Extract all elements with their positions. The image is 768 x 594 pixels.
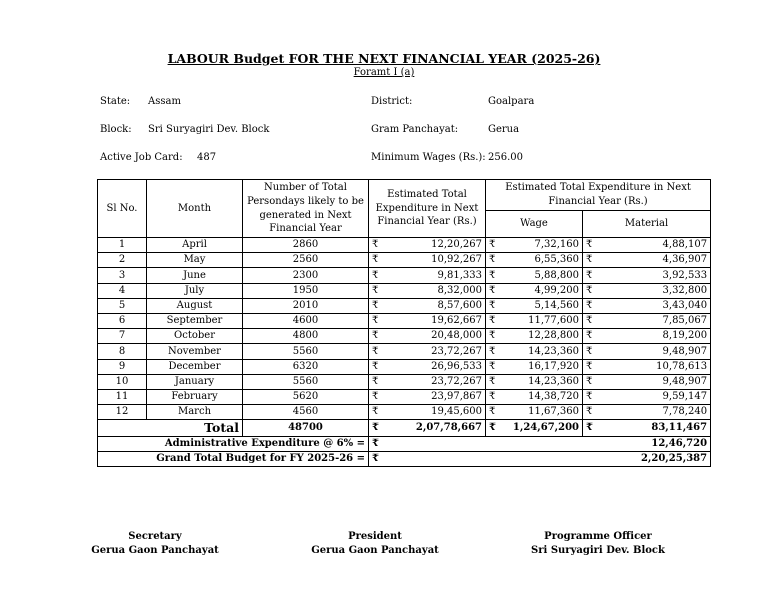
sl-cell: 5 [98,298,147,313]
material-cell: 10,78,613 [595,359,711,374]
total-cell: 12,20,267 [381,238,486,253]
header-month: Month [147,180,243,238]
month-cell: November [147,344,243,359]
total-cell: 8,57,600 [381,298,486,313]
district-value: Goalpara [488,96,535,107]
rupee-icon: ₹ [583,238,595,253]
material-cell: 8,19,200 [595,329,711,344]
table-row [98,253,711,268]
total-material: 83,11,467 [595,420,711,437]
sl-cell: 9 [98,359,147,374]
persondays-cell: 1950 [243,283,369,298]
wage-cell: 7,32,160 [498,238,583,253]
rupee-icon: ₹ [583,405,595,420]
sl-cell: 12 [98,405,147,420]
month-cell: December [147,359,243,374]
material-cell: 4,36,907 [595,253,711,268]
table-row [98,389,711,404]
rupee-icon: ₹ [486,389,498,404]
persondays-cell: 2560 [243,253,369,268]
rupee-icon: ₹ [486,405,498,420]
total-wage: 1,24,67,200 [498,420,583,437]
grand-total-label: Grand Total Budget for FY 2025-26 = [98,452,369,467]
sl-cell: 4 [98,283,147,298]
header-persondays: Number of Total Persondays likely to be generated in Next Financial Year [243,180,369,238]
total-expenditure: 2,07,78,667 [381,420,486,437]
table-row [98,268,711,283]
rupee-icon: ₹ [369,253,381,268]
grand-total-row [98,452,711,467]
page-title: LABOUR Budget FOR THE NEXT FINANCIAL YEAR (2025-26) [167,51,601,66]
rupee-icon: ₹ [486,344,498,359]
table-row [98,329,711,344]
total-cell: 23,97,867 [381,389,486,404]
signature-title: Programme Officer [544,531,652,542]
rupee-icon: ₹ [583,313,595,328]
material-cell: 7,85,067 [595,313,711,328]
total-cell: 26,96,533 [381,359,486,374]
sl-cell: 11 [98,389,147,404]
admin-expenditure-label: Administrative Expenditure @ 6% = [98,437,369,452]
rupee-icon: ₹ [583,298,595,313]
state-value: Assam [148,96,181,107]
material-cell: 9,48,907 [595,374,711,389]
admin-expenditure-row [98,437,711,452]
sl-cell: 10 [98,374,147,389]
rupee-icon: ₹ [369,344,381,359]
admin-expenditure-value: 12,46,720 [381,437,711,452]
rupee-icon: ₹ [583,374,595,389]
rupee-icon: ₹ [583,344,595,359]
material-cell: 3,92,533 [595,268,711,283]
rupee-icon: ₹ [486,298,498,313]
grand-total-value: 2,20,25,387 [381,452,711,467]
wage-cell: 14,38,720 [498,389,583,404]
header-estimated-total: Estimated Total Expenditure in Next Financial Year (Rs.) [369,180,486,238]
rupee-icon: ₹ [369,359,381,374]
rupee-icon: ₹ [486,374,498,389]
total-label: Total [98,420,243,437]
signature-org: Gerua Gaon Panchayat [311,545,439,556]
signature-org: Gerua Gaon Panchayat [91,545,219,556]
wage-cell: 11,77,600 [498,313,583,328]
table-row [98,313,711,328]
month-cell: October [147,329,243,344]
block-label: Block: [100,124,132,135]
total-row [98,420,711,437]
table-row [98,405,711,420]
rupee-icon: ₹ [583,253,595,268]
month-cell: April [147,238,243,253]
month-cell: February [147,389,243,404]
table-row [98,283,711,298]
signature-secretary [67,530,243,558]
total-cell: 8,32,000 [381,283,486,298]
rupee-icon: ₹ [486,313,498,328]
persondays-cell: 2300 [243,268,369,283]
month-cell: May [147,253,243,268]
material-cell: 9,59,147 [595,389,711,404]
table-row [98,238,711,253]
month-cell: January [147,374,243,389]
signature-president [287,530,463,558]
wage-cell: 6,55,360 [498,253,583,268]
min-wage-label: Minimum Wages (Rs.): [371,152,486,163]
wage-cell: 11,67,360 [498,405,583,420]
rupee-icon: ₹ [486,238,498,253]
header-material: Material [583,211,711,238]
wage-cell: 12,28,800 [498,329,583,344]
material-cell: 7,78,240 [595,405,711,420]
persondays-cell: 5620 [243,389,369,404]
sl-cell: 2 [98,253,147,268]
total-persondays: 48700 [243,420,369,437]
total-cell: 20,48,000 [381,329,486,344]
table-row [98,359,711,374]
table-row [98,298,711,313]
rupee-icon: ₹ [486,283,498,298]
sl-cell: 3 [98,268,147,283]
rupee-icon: ₹ [583,420,595,437]
rupee-icon: ₹ [486,268,498,283]
material-cell: 3,32,800 [595,283,711,298]
rupee-icon: ₹ [583,359,595,374]
rupee-icon: ₹ [369,437,381,452]
total-cell: 9,81,333 [381,268,486,283]
rupee-icon: ₹ [486,359,498,374]
month-cell: March [147,405,243,420]
rupee-icon: ₹ [583,283,595,298]
table-row [98,344,711,359]
wage-cell: 4,99,200 [498,283,583,298]
rupee-icon: ₹ [486,420,498,437]
sl-cell: 1 [98,238,147,253]
sl-cell: 8 [98,344,147,359]
rupee-icon: ₹ [369,298,381,313]
rupee-icon: ₹ [369,420,381,437]
material-cell: 9,48,907 [595,344,711,359]
district-label: District: [371,96,413,107]
rupee-icon: ₹ [583,389,595,404]
rupee-icon: ₹ [369,405,381,420]
page-subtitle: Foramt I (a) [353,67,415,78]
budget-table [97,179,711,467]
rupee-icon: ₹ [369,283,381,298]
rupee-icon: ₹ [486,329,498,344]
gram-panchayat-label: Gram Panchayat: [371,124,459,135]
job-card-value: 487 [197,152,217,163]
signature-programme-officer [498,530,698,558]
table-row [98,374,711,389]
rupee-icon: ₹ [369,329,381,344]
total-cell: 19,62,667 [381,313,486,328]
total-cell: 19,45,600 [381,405,486,420]
wage-cell: 14,23,360 [498,344,583,359]
total-cell: 10,92,267 [381,253,486,268]
persondays-cell: 5560 [243,344,369,359]
month-cell: July [147,283,243,298]
job-card-label: Active Job Card: [100,152,183,163]
rupee-icon: ₹ [369,389,381,404]
wage-cell: 5,88,800 [498,268,583,283]
state-label: State: [100,96,131,107]
persondays-cell: 2010 [243,298,369,313]
rupee-icon: ₹ [583,268,595,283]
min-wage-value: 256.00 [488,152,523,163]
persondays-cell: 4600 [243,313,369,328]
signature-org: Sri Suryagiri Dev. Block [531,545,665,556]
rupee-icon: ₹ [369,374,381,389]
total-cell: 23,72,267 [381,374,486,389]
material-cell: 4,88,107 [595,238,711,253]
signature-title: President [348,531,402,542]
rupee-icon: ₹ [369,452,381,467]
month-cell: August [147,298,243,313]
header-sl-no: Sl No. [98,180,147,238]
total-cell: 23,72,267 [381,344,486,359]
wage-cell: 14,23,360 [498,374,583,389]
rupee-icon: ₹ [369,313,381,328]
rupee-icon: ₹ [369,268,381,283]
persondays-cell: 4800 [243,329,369,344]
wage-cell: 16,17,920 [498,359,583,374]
rupee-icon: ₹ [583,329,595,344]
block-value: Sri Suryagiri Dev. Block [148,124,270,135]
wage-cell: 5,14,560 [498,298,583,313]
rupee-icon: ₹ [486,253,498,268]
persondays-cell: 5560 [243,374,369,389]
rupee-icon: ₹ [369,238,381,253]
gram-panchayat-value: Gerua [488,124,520,135]
material-cell: 3,43,040 [595,298,711,313]
persondays-cell: 4560 [243,405,369,420]
persondays-cell: 2860 [243,238,369,253]
persondays-cell: 6320 [243,359,369,374]
header-expenditure-breakup: Estimated Total Expenditure in Next Financial Year (Rs.) [486,180,711,211]
sl-cell: 7 [98,329,147,344]
sl-cell: 6 [98,313,147,328]
signature-title: Secretary [128,531,182,542]
header-wage: Wage [486,211,583,238]
month-cell: June [147,268,243,283]
month-cell: September [147,313,243,328]
